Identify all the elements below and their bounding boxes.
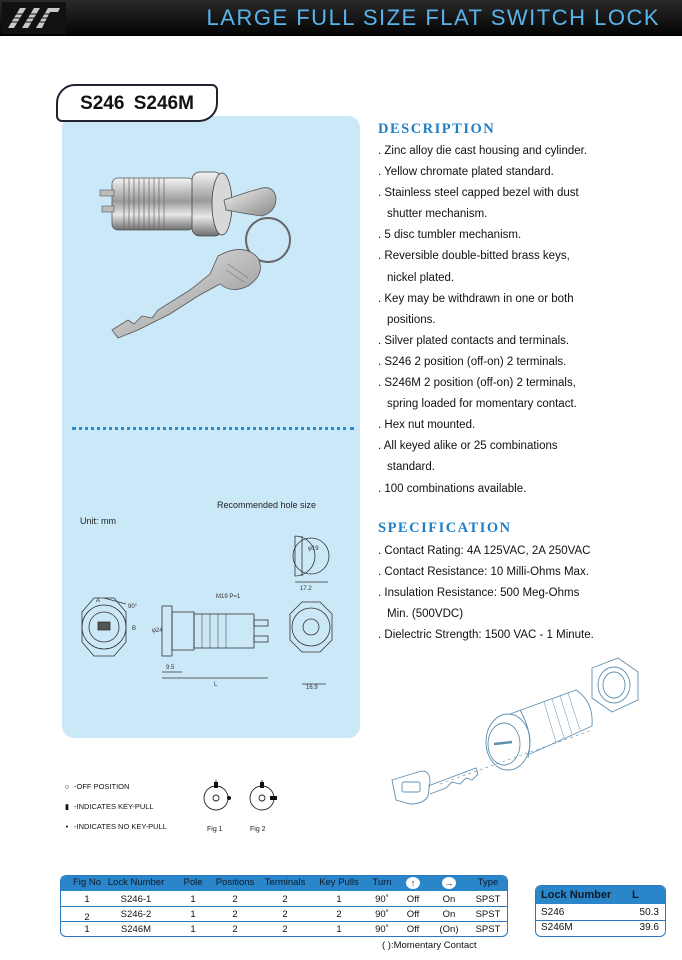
- legend-key-pull-text: -INDICATES KEY-PULL: [74, 802, 154, 811]
- table-cell: SPST: [475, 924, 501, 935]
- description-line: . S246M 2 position (off-on) 2 terminals,: [378, 377, 576, 390]
- table-cell: 1: [336, 894, 342, 905]
- recommended-hole-label: Recommended hole size: [217, 500, 317, 510]
- table-cell: 1: [84, 924, 90, 935]
- specification-heading: SPECIFICATION: [378, 520, 512, 536]
- table-cell: 2: [232, 924, 238, 935]
- specification-line: Min. (500VDC): [387, 608, 464, 621]
- description-line: . 5 disc tumbler mechanism.: [378, 229, 522, 242]
- table-cell: 2: [336, 909, 342, 920]
- description-line: . 100 combinations available.: [378, 482, 527, 495]
- table-cell: On: [442, 909, 456, 920]
- description-line: shutter mechanism.: [387, 208, 488, 221]
- description-line: . Silver plated contacts and terminals.: [378, 334, 570, 347]
- table-cell: 1: [190, 924, 196, 935]
- row-divider: [61, 921, 507, 922]
- length-table-cell: S246M: [541, 922, 573, 933]
- description-line: . Zinc alloy die cast housing and cylinder.: [378, 145, 588, 157]
- header-bar: [0, 0, 682, 36]
- table-cell: (On): [439, 924, 459, 935]
- right-arrow-circle-icon: →: [442, 877, 456, 889]
- length-header-cell: L: [632, 889, 639, 901]
- description-list: [378, 141, 678, 500]
- description-line: nickel plated.: [387, 271, 455, 284]
- length-table: [535, 885, 666, 937]
- dim-9-5: 9.5: [166, 665, 175, 671]
- description-line: positions.: [387, 313, 436, 326]
- table-header-cell: Terminals: [264, 877, 306, 888]
- table-cell: 2: [282, 909, 288, 920]
- no-key-pull-dot-icon: •: [65, 822, 69, 831]
- length-header-cell: Lock Number: [541, 889, 612, 901]
- table-cell: 1: [190, 894, 196, 905]
- table-cell: 1: [336, 924, 342, 935]
- legend-off-text: -OFF POSITION: [74, 782, 130, 791]
- fig1-label: Fig 1: [207, 826, 223, 833]
- row-divider: [536, 920, 665, 921]
- dim-angle: 90°: [128, 604, 138, 610]
- dim-16-9: 16.9: [306, 685, 318, 691]
- off-circle-icon: ○: [64, 782, 70, 791]
- lock-spec-table: [60, 875, 508, 937]
- position-figures: [200, 774, 280, 822]
- table-cell: Off: [406, 909, 420, 920]
- table-cell: 90˚: [375, 909, 389, 920]
- description-line: . Hex nut mounted.: [378, 419, 476, 432]
- description-line: . S246 2 position (off-on) 2 terminals.: [378, 355, 567, 368]
- model-label: S246 S246M: [80, 93, 194, 114]
- model-tab: [56, 84, 218, 122]
- table-cell: 2: [232, 894, 238, 905]
- table-cell: 1: [190, 909, 196, 920]
- description-line: . Key may be withdrawn in one or both: [378, 292, 574, 305]
- table-header-cell: Lock Number: [107, 877, 165, 888]
- row-divider: [61, 906, 507, 907]
- description-line: . Stainless steel capped bezel with dust: [378, 187, 579, 200]
- dim-hole-dia: φ19: [308, 546, 319, 552]
- description-heading: DESCRIPTION: [378, 121, 496, 137]
- momentary-note: ( ):Momentary Contact: [382, 940, 477, 951]
- up-arrow-circle-icon: ↑: [406, 877, 420, 889]
- key-pull-bar-icon: ▮: [64, 802, 70, 811]
- length-table-cell: 39.6: [639, 922, 659, 933]
- technical-drawing: [70, 528, 355, 708]
- specification-line: . Insulation Resistance: 500 Meg-Ohms: [378, 587, 580, 600]
- specification-line: . Contact Rating: 4A 125VAC, 2A 250VAC: [378, 545, 591, 557]
- table-cell: S246-2: [120, 909, 152, 920]
- page-title: LARGE FULL SIZE FLAT SWITCH LOCK: [206, 5, 660, 30]
- dim-thread: M19 P=1: [216, 594, 241, 600]
- fig2-label: Fig 2: [250, 826, 266, 833]
- table-cell: Off: [406, 894, 420, 905]
- table-cell: 1: [84, 894, 90, 905]
- table-cell: S246-1: [120, 894, 152, 905]
- table-header-cell: Turn: [372, 877, 392, 888]
- table-cell: 90˚: [375, 924, 389, 935]
- panel-divider: [72, 427, 354, 430]
- table-cell: 2: [84, 912, 90, 923]
- table-cell: SPST: [475, 894, 501, 905]
- table-cell: S246M: [120, 924, 152, 935]
- legend-no-key-pull: [62, 822, 167, 831]
- label-b: B: [132, 626, 137, 632]
- table-header-cell: Pole: [183, 877, 203, 888]
- table-cell: 2: [282, 894, 288, 905]
- company-logo-icon: [2, 2, 66, 34]
- dim-l: L: [214, 682, 218, 688]
- label-a: A: [96, 598, 101, 604]
- legend-no-key-pull-text: -INDICATES NO KEY-PULL: [74, 822, 167, 831]
- table-cell: 2: [232, 909, 238, 920]
- table-cell: On: [442, 894, 456, 905]
- table-header-cell: Type: [477, 877, 499, 888]
- table-header-cell: Positions: [215, 877, 255, 888]
- specification-list: [378, 541, 678, 646]
- specification-line: . Dielectric Strength: 1500 VAC - 1 Minute.: [378, 629, 594, 642]
- table-cell: 90˚: [375, 894, 389, 905]
- description-line: . All keyed alike or 25 combinations: [378, 440, 558, 453]
- table-cell: Off: [406, 924, 420, 935]
- specification-line: . Contact Resistance: 10 Milli-Ohms Max.: [378, 566, 589, 579]
- legend-off: [62, 782, 129, 791]
- description-line: . Reversible double-bitted brass keys,: [378, 250, 570, 263]
- product-photo: [98, 170, 310, 350]
- table-header: [61, 876, 507, 891]
- table-header-cell: Fig No: [73, 877, 101, 888]
- length-table-cell: S246: [541, 907, 565, 918]
- table-header-cell: Key Pulls: [319, 877, 359, 888]
- assembly-drawing: [380, 650, 676, 865]
- length-table-cell: 50.3: [639, 907, 659, 918]
- dim-17-2: 17.2: [300, 586, 312, 592]
- legend-key-pull: [62, 802, 154, 811]
- table-cell: SPST: [475, 909, 501, 920]
- description-line: . Yellow chromate plated standard.: [378, 166, 554, 179]
- dim-body-dia: φ24: [152, 628, 163, 634]
- unit-label: Unit: mm: [80, 516, 116, 526]
- description-line: spring loaded for momentary contact.: [387, 398, 577, 411]
- description-line: standard.: [387, 461, 435, 474]
- table-cell: 2: [282, 924, 288, 935]
